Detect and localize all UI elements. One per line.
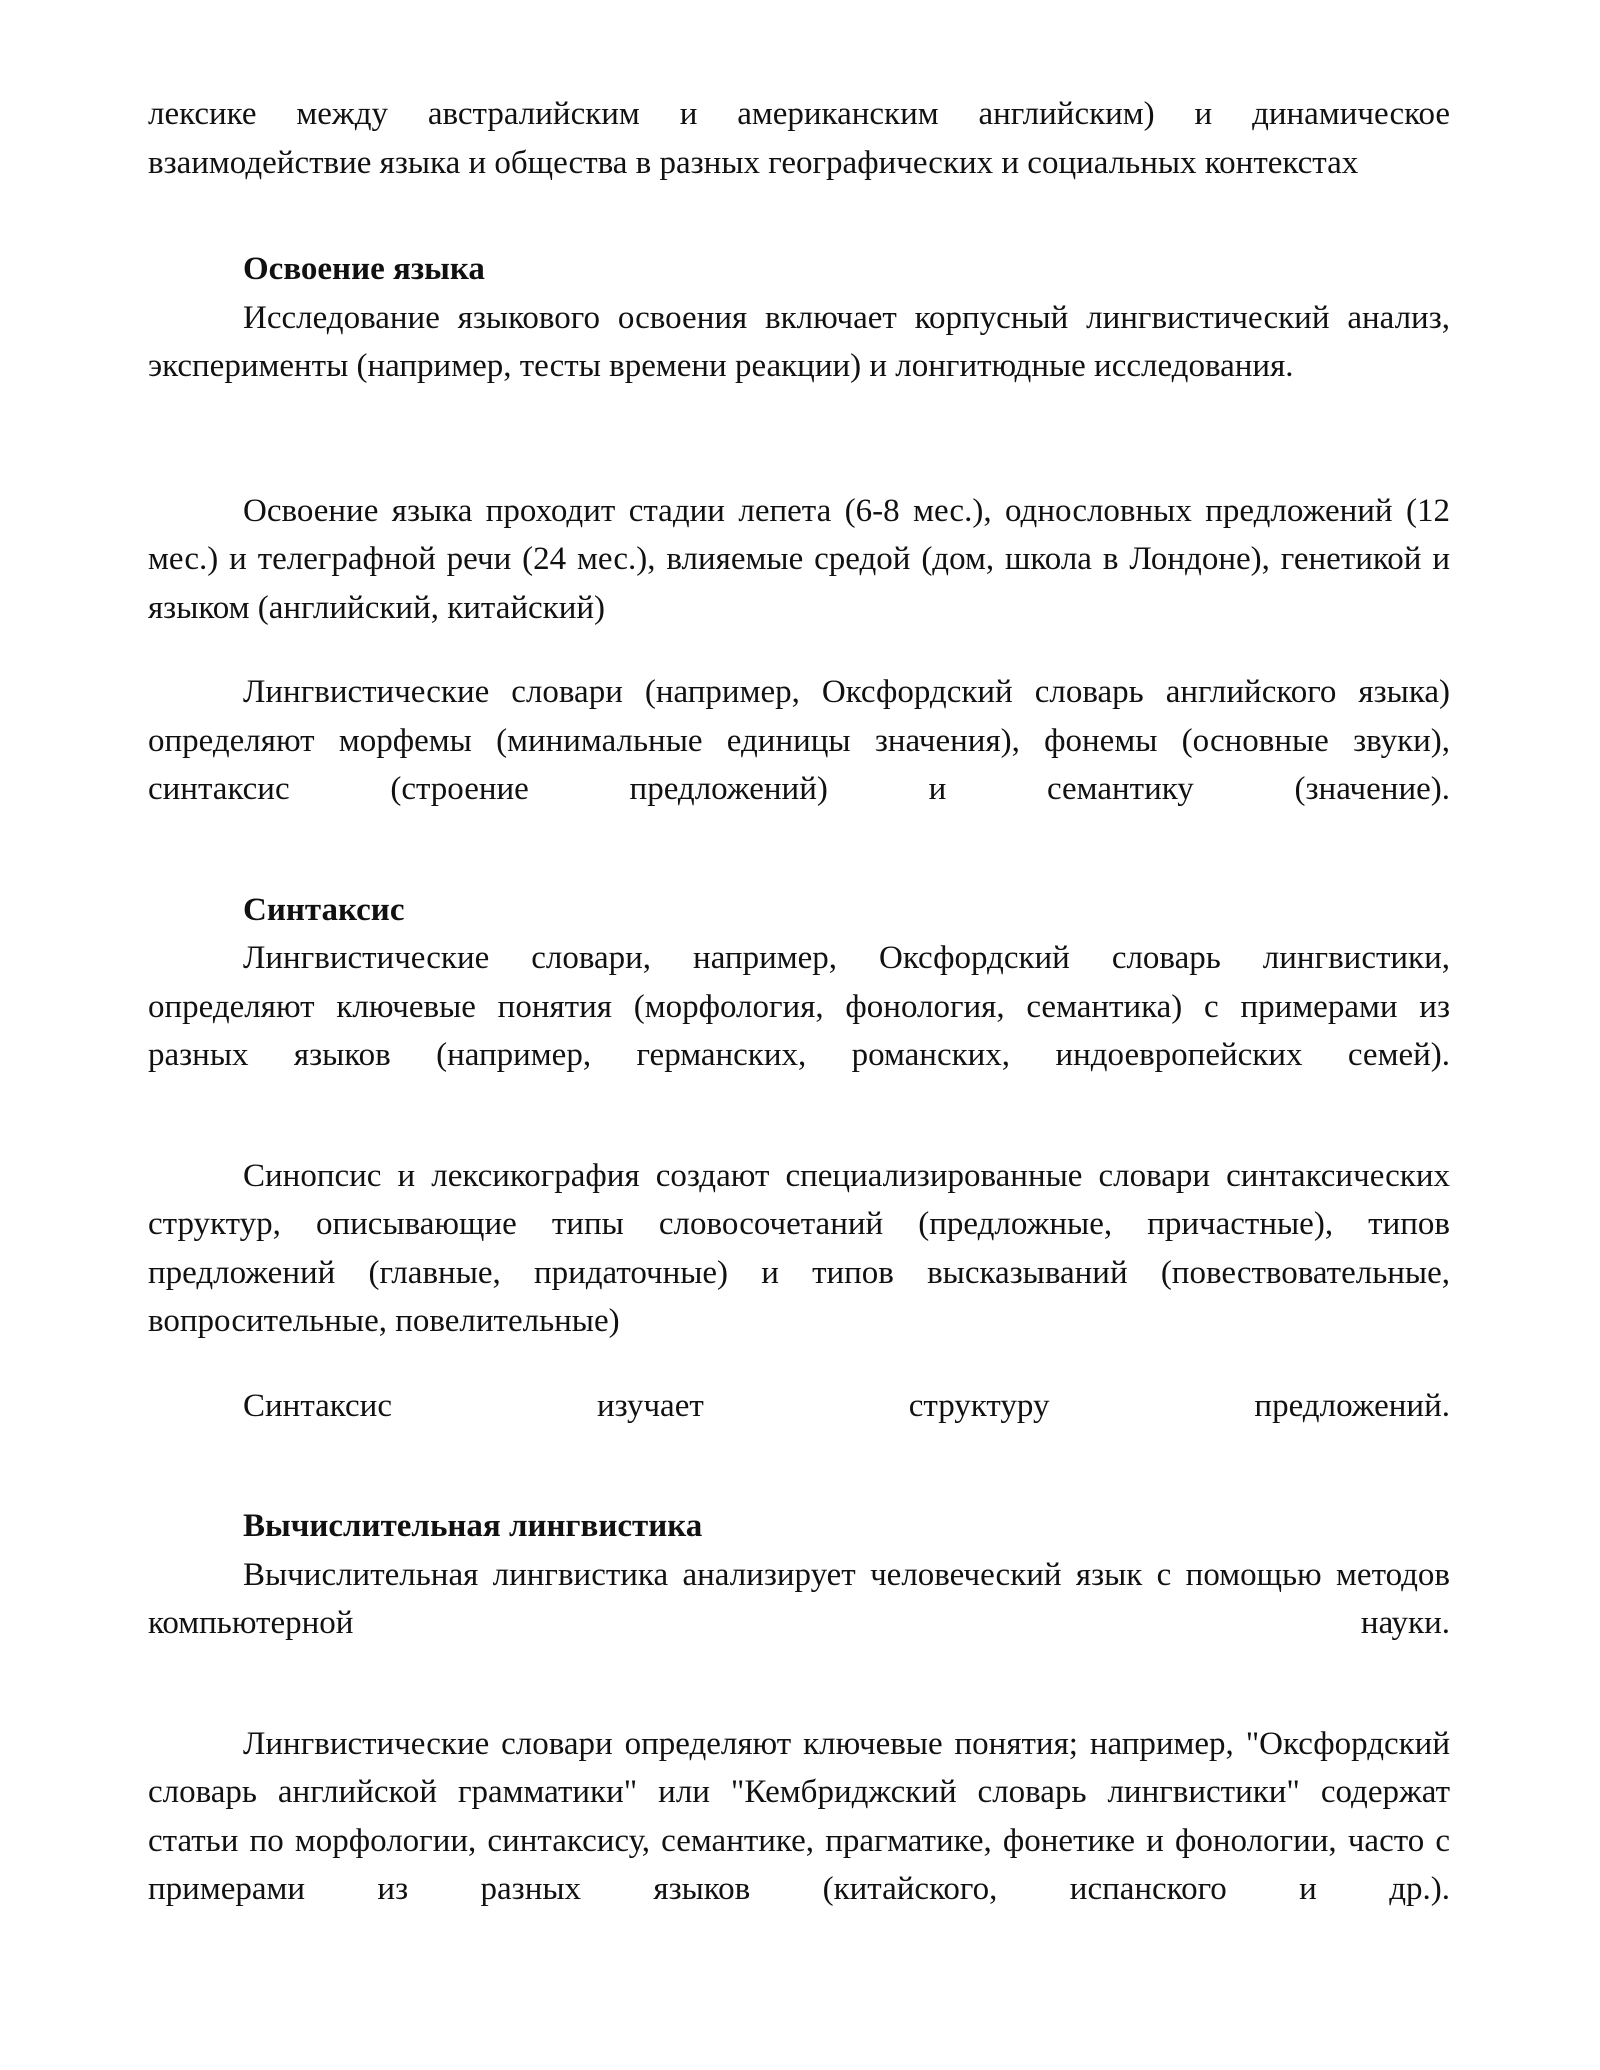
syntax-paragraph-2: Синопсис и лексикография создают специализированные словари синтаксических структур, описывающие типы словосочетаний (предложные, причастные), типов предложений (главные, придаточные) и типов высказываний (повествовательные, вопросительные, повелительные) — [148, 1157, 1450, 1339]
heading-syntax: Синтаксис — [243, 891, 405, 928]
heading-computational-linguistics: Вычислительная лингвистика — [243, 1508, 703, 1544]
spacer — [148, 1080, 1450, 1152]
spacer — [148, 1648, 1450, 1720]
acquisition-paragraph-1: Исследование языкового освоения включает корпусный лингвистический анализ, эксперименты (например, тесты времени реакции) и лонгитюдные исследования. — [148, 299, 1450, 384]
computational-paragraph-1: Вычислительная лингвистика анализирует человеческий язык с помощью методов компьютерной науки. — [148, 1556, 1450, 1641]
spacer — [148, 391, 1450, 487]
syntax-paragraph-3: Синтаксис изучает структуру предложений. — [243, 1387, 1450, 1424]
spacer — [148, 632, 1450, 668]
computational-paragraph-2: Лингвистические словари определяют ключевые понятия; например, "Оксфордский словарь английской грамматики" или "Кембриджский словарь лингвистики" содержат статьи по морфологии, синтаксису, семантике, прагматике, фонетике и фонологии, часто с примерами из разных языков (китайского, испанского и др.). — [148, 1725, 1450, 1907]
spacer — [148, 187, 1450, 245]
acquisition-paragraph-3: Лингвистические словари (например, Оксфордский словарь английского языка) определяют морфемы (минимальные единицы значения), фонемы (основные звуки), синтаксис (строение предложений) и семантику (значение). — [148, 674, 1450, 807]
heading-language-acquisition: Освоение языка — [243, 251, 485, 287]
spacer — [148, 1430, 1450, 1502]
syntax-paragraph-1: Лингвистические словари, например, Оксфордский словарь лингвистики, определяют ключевые понятия (морфология, фонология, семантика) с примерами из разных языков (например, германских, романских, индоевропейских семей). — [148, 940, 1450, 1073]
intro-paragraph: лексике между австралийским и американским английским) и динамическое взаимодействие языка и общества в разных географических и социальных контекстах — [148, 96, 1450, 181]
acquisition-paragraph-2: Освоение языка проходит стадии лепета (6-8 мес.), однословных предложений (12 мес.) и телеграфной речи (24 мес.), влияемые средой (дом, школа в Лондоне), генетикой и языком (английский, китайский) — [148, 492, 1450, 626]
document-page — [148, 90, 1450, 1914]
spacer — [148, 1346, 1450, 1382]
spacer — [148, 814, 1450, 886]
